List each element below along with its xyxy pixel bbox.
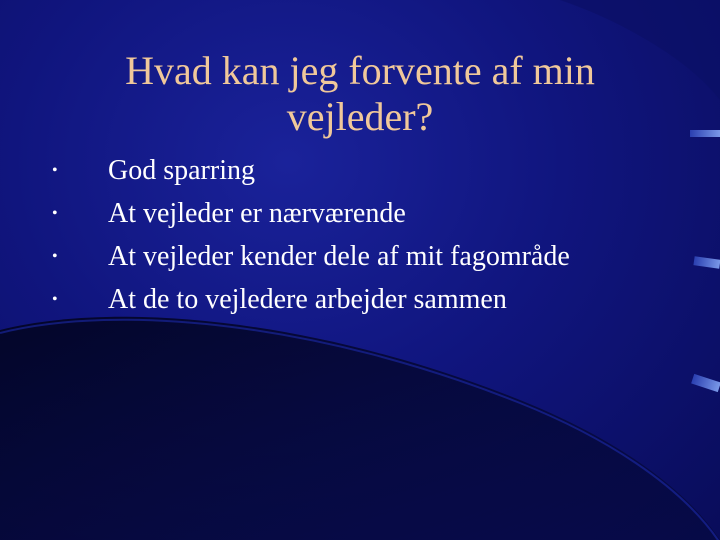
accent-bar	[691, 374, 720, 392]
list-item	[52, 284, 570, 327]
bullet-dot-icon: •	[52, 291, 58, 308]
bullet-dot-icon: •	[52, 248, 58, 265]
bullet-text: God sparring	[108, 155, 255, 186]
accent-bar	[690, 130, 720, 137]
list-item	[52, 155, 570, 198]
bullet-text: At de to vejledere arbejder sammen	[108, 284, 507, 315]
slide-title: Hvad kan jeg forvente af min vejleder?	[125, 48, 595, 139]
bullet-dot-icon: •	[52, 162, 58, 179]
bullet-dot-icon: •	[52, 205, 58, 222]
list-item	[52, 198, 570, 241]
list-item	[52, 241, 570, 284]
accent-bar	[693, 256, 720, 269]
bullet-list	[52, 155, 570, 327]
bullet-text: At vejleder kender dele af mit fagområde	[108, 241, 570, 272]
bullet-text: At vejleder er nærværende	[108, 198, 406, 229]
